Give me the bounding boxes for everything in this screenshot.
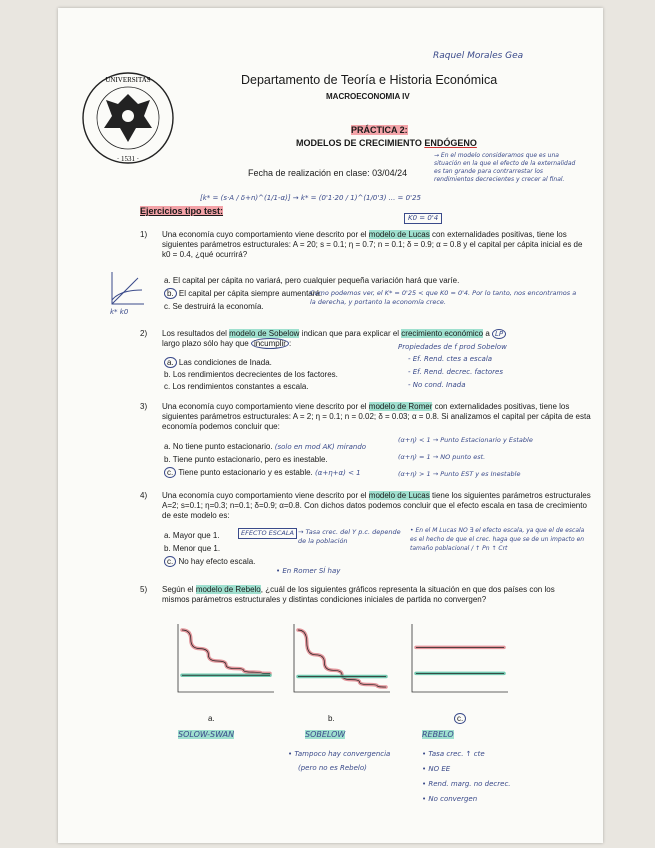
graph-a-caption: a. — [208, 714, 215, 723]
q3-number: 3) — [140, 402, 148, 411]
q3-option-b[interactable]: b. Tiene punto estacionario, pero es inestable. — [164, 455, 328, 464]
q4-right-note: • En el M Lucas NO ∃ el efecto escala, ya que el de escala es el hecho de que el crec. haga que se de un impacto en tamaño poblacional / ↑ Pn ↑ Crt — [410, 527, 585, 552]
author-signature: Raquel Morales Gea — [433, 51, 524, 61]
svg-text:UNIVERSITAS: UNIVERSITAS — [105, 76, 151, 84]
q4-box: EFECTO ESCALA — [238, 528, 297, 539]
graph-b — [286, 620, 398, 702]
header-handwritten-note: → En el modelo consideramos que es una situación en la que el efecto de la externalidad es tan grande para contrarrestar los rendimientos decrecientes y crecer al final. — [434, 152, 576, 183]
q2-option-c[interactable]: c. Los rendimientos constantes a escala. — [164, 382, 309, 391]
q2-number: 2) — [140, 329, 148, 338]
q3-bracket-2: (α+η) = 1 → NO punto est. — [398, 453, 486, 461]
topic-title: MODELOS DE CRECIMIENTO ENDÓGENO — [296, 138, 477, 148]
q4-box-note: → Tasa crec. del Y p.c. depende de la población — [298, 528, 401, 545]
q2-option-a[interactable]: a. Las condiciones de Inada. — [164, 358, 272, 368]
graph-2-axes — [412, 624, 508, 692]
q3-text: Una economía cuyo comportamiento viene descrito por el modelo de Romer con externalidades positivas, tiene los siguientes parámetros estructurales: A = 2; η = 0.1; n = 0.02; δ = 0.03; α = 0.8. Si analizamos el capital per cápita de esta economía podemos concluir que: — [162, 402, 591, 431]
graph-c-note-1: • Tasa crec. ↑ cte — [422, 750, 485, 758]
document-page — [58, 8, 603, 843]
graph-c-caption: c. — [454, 714, 466, 724]
q4-option-b[interactable]: b. Menor que 1. — [164, 544, 221, 553]
q1-margin-sketch-icon — [108, 270, 146, 308]
graph-0-series-0-highlight — [182, 630, 270, 673]
q3-option-c[interactable]: c. Tiene punto estacionario y es estable. (α+η+α) < 1 — [164, 468, 361, 478]
q1-option-c[interactable]: c. Se destruirá la economía. — [164, 302, 264, 311]
practica-title: PRÁCTICA 2: — [351, 125, 408, 135]
section-title: Ejercicios tipo test: — [140, 206, 224, 216]
q3-bracket-1: (α+η) < 1 → Punto Estacionario y Estable — [398, 436, 533, 444]
formula-note: [k* = (s·A / δ+n)^(1/1-α)] → k* = (0'1·20 / 1)^(1/0'3) ... = 0'25 — [200, 194, 421, 202]
graph-b-label: SOBELOW — [305, 730, 346, 739]
graph-1-axes — [294, 624, 390, 692]
graph-b-note-1: • Tampoco hay convergencia — [288, 750, 391, 758]
q2-note-item-1: - Ef. Rend. ctes a escala — [408, 355, 493, 363]
graph-a — [170, 620, 282, 702]
q4-text: Una economía cuyo comportamiento viene descrito por el modelo de Lucas tiene los siguientes parámetros estructurales A=2; s=0.1; η=0.3; n=0.1; δ=0.9; α=0.8. Con dichos datos podemos concluir que el efecto escala en tasa de crecimiento de este modelo es: — [162, 491, 591, 520]
graph-c-note-4: • No convergen — [422, 795, 478, 803]
q4-bottom-note: • En Romer SÍ hay — [276, 567, 341, 575]
q2-text: Los resultados del modelo de Sobelow indican que para explicar el crecimiento económico a LP largo plazo sólo hay que incumplir : — [162, 329, 602, 349]
svg-text:· 1531 ·: · 1531 · — [116, 155, 140, 163]
q4-option-a[interactable]: a. Mayor que 1. — [164, 531, 220, 540]
graph-b-caption: b. — [328, 714, 335, 723]
graph-1-series-0-highlight — [298, 630, 386, 687]
q4-option-c[interactable]: c. No hay efecto escala. — [164, 557, 255, 567]
q5-text: Según el modelo de Rebelo, ¿cuál de los siguientes gráficos representa la situación en que dos países con los mismos parámetros estructurales y distintas condiciones iniciales de partida no convergen? — [162, 585, 555, 604]
q2-note-item-3: - No cond. Inada — [408, 381, 466, 389]
q1-handwritten-note: Como podemos ver, el K* = 0'25 < que K0 = 0'4. Por lo tanto, nos encontramos a la derecha, y portanto la economía crece. — [310, 289, 577, 306]
q2-option-b[interactable]: b. Los rendimientos decrecientes de los factores. — [164, 370, 338, 379]
q2-note-title: Propiedades de f prod Sobelow — [398, 343, 507, 351]
q1-option-b[interactable]: b. El capital per cápita siempre aumentará. — [164, 289, 322, 299]
course-title: MACROECONOMIA IV — [326, 92, 410, 101]
graph-c-label: REBELO — [422, 730, 454, 739]
date-line: Fecha de realización en clase: 03/04/24 — [248, 168, 408, 178]
graph-c-note-3: • Rend. marg. no decrec. — [422, 780, 511, 788]
graph-c-note-2: • NO EE — [422, 765, 451, 773]
graph-c — [404, 620, 516, 702]
k0-box: K0 = 0'4 — [404, 213, 442, 224]
graph-b-note-2: (pero no es Rebelo) — [298, 764, 367, 772]
q2-note-item-2: - Ef. Rend. decrec. factores — [408, 368, 504, 376]
q4-number: 4) — [140, 491, 148, 500]
graph-a-label: SOLOW-SWAN — [178, 730, 235, 739]
q3-bracket-3: (α+η) > 1 → Punto EST y es Inestable — [398, 470, 521, 478]
department-title: Departamento de Teoría e Historia Económica — [241, 73, 498, 87]
q3-option-a[interactable]: a. No tiene punto estacionario. (solo en mod AK) mirando — [164, 442, 367, 451]
q1-axis-note: k* k0 — [110, 308, 129, 316]
graph-0-axes — [178, 624, 274, 692]
q1-number: 1) — [140, 230, 148, 239]
university-seal-icon — [80, 70, 176, 166]
q1-text: Una economía cuyo comportamiento viene descrito por el modelo de Lucas con externalidades positivas, tiene los siguientes parámetros estructurales: A = 20; s = 0.1; η = 0.7; n = 0.1; δ = 0.9; α = 0.8 y el capital per cápita inicial es de k0 = 0.4, ¿qué ocurrirá? — [162, 230, 583, 259]
q5-number: 5) — [140, 585, 148, 594]
q1-option-a[interactable]: a. El capital per cápita no variará, pero cualquier pequeña variación hará que varíe. — [164, 276, 460, 285]
